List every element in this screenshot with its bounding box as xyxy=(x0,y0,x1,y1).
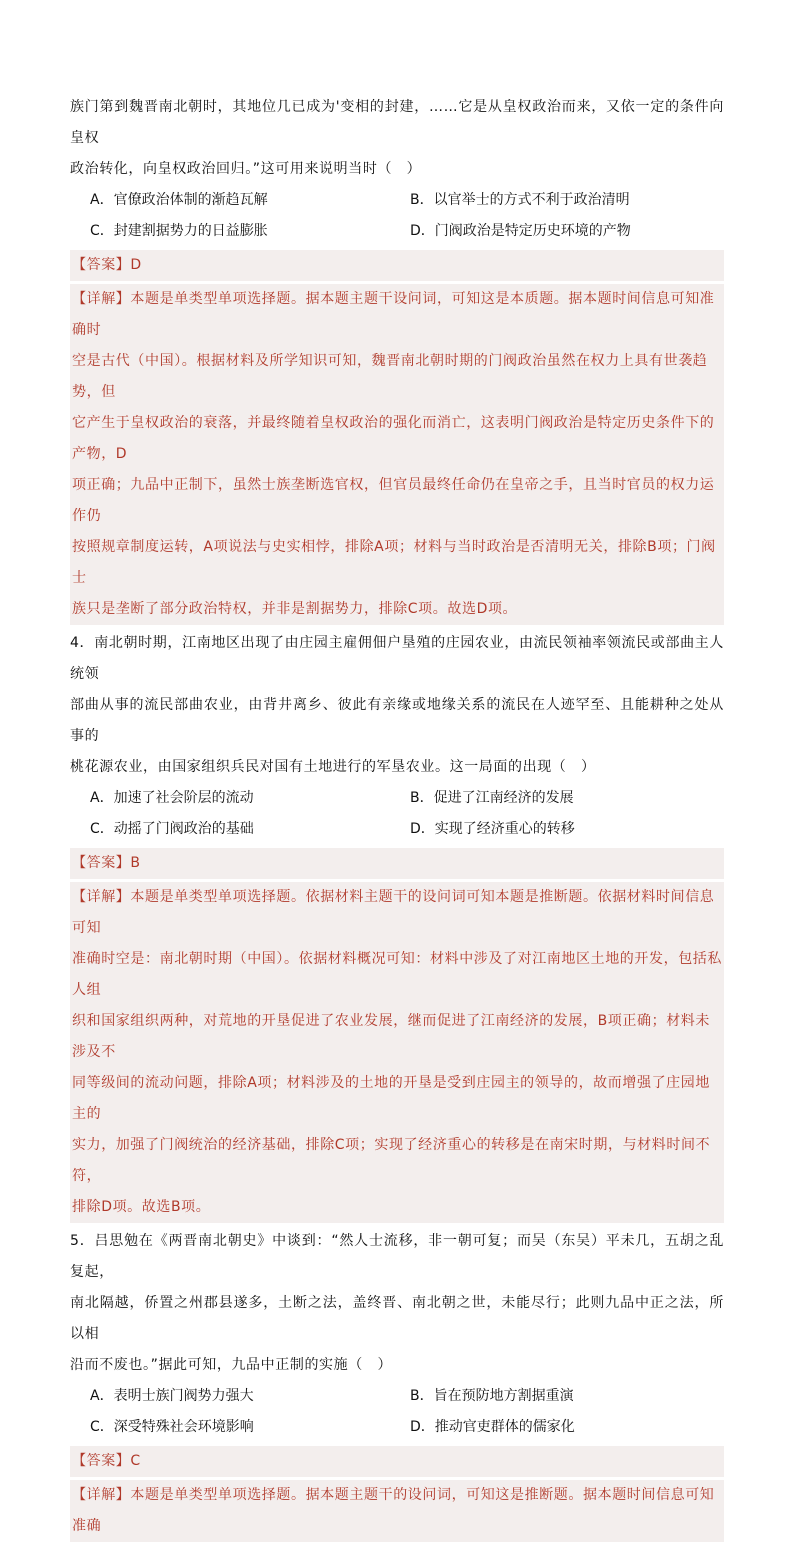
answer-tag: 【答案】 xyxy=(72,855,131,871)
question-stem-line: 沿而不废也。”据此可知，九品中正制的实施（ ） xyxy=(70,1357,393,1373)
explanation-block xyxy=(70,284,724,625)
question-stem-line: 南北隔越，侨置之州郡县遂多，土断之法，盖终晋、南北朝之世，未能尽行；此则九品中正之法，所以相 xyxy=(70,1295,724,1342)
document-body xyxy=(70,92,724,1545)
option-b: B．旨在预防地方割据重演 xyxy=(410,1388,574,1404)
answer-value: B xyxy=(130,855,141,871)
question-stem-line: 族门第到魏晋南北朝时，其地位几已成为'变相的封建，……它是从皇权政治而来，又依一定的条件向皇权 xyxy=(70,99,724,146)
explanation-tag: 【详解】 xyxy=(72,889,131,905)
explanation-line xyxy=(70,1480,724,1542)
answer-block xyxy=(70,848,724,879)
explanation-line: 按照规章制度运转，A项说法与史实相悖，排除A项；材料与当时政治是否清明无关，排除B项；门阀士 xyxy=(72,539,716,586)
options xyxy=(70,783,724,845)
question-3 xyxy=(70,92,724,625)
option-a: A．官僚政治体制的渐趋瓦解 xyxy=(90,192,268,208)
question-stem-line: 部曲从事的流民部曲农业，由背井离乡、彼此有亲缘或地缘关系的流民在人迹罕至、且能耕种之处从事的 xyxy=(70,697,724,744)
question-stem-line: 5．吕思勉在《两晋南北朝史》中谈到：“然人士流移，非一朝可复；而吴（东吴）平未几，五胡之乱复起， xyxy=(70,1233,724,1280)
explanation-line: 它产生于皇权政治的衰落，并最终随着皇权政治的强化而消亡，这表明门阀政治是特定历史条件下的产物，D xyxy=(72,415,715,462)
option-c: C．深受特殊社会环境影响 xyxy=(90,1419,254,1435)
option-c: C．动摇了门阀政治的基础 xyxy=(90,821,254,837)
question-4 xyxy=(70,628,724,1223)
question-5 xyxy=(70,1226,724,1542)
option-b: B．促进了江南经济的发展 xyxy=(410,790,574,806)
answer-value: D xyxy=(130,257,142,273)
answer-block xyxy=(70,250,724,281)
answer-line xyxy=(70,250,724,281)
options xyxy=(70,1381,724,1443)
explanation-line: 织和国家组织两种，对荒地的开垦促进了农业发展，继而促进了江南经济的发展，B项正确；材料未涉及不 xyxy=(72,1013,711,1060)
option-c: C．封建割据势力的日益膨胀 xyxy=(90,223,268,239)
explanation-tag: 【详解】 xyxy=(72,291,131,307)
option-d: D．实现了经济重心的转移 xyxy=(410,821,575,837)
explanation-line: 项正确；九品中正制下，虽然士族垄断选官权，但官员最终任命仍在皇帝之手，且当时官员的权力运作仍 xyxy=(72,477,715,524)
option-a: A．加速了社会阶层的流动 xyxy=(90,790,254,806)
option-d: D．推动官吏群体的儒家化 xyxy=(410,1419,575,1435)
answer-line xyxy=(70,1446,724,1477)
explanation-line: 同等级间的流动问题，排除A项；材料涉及的土地的开垦是受到庄园主的领导的，故而增强了庄园地主的 xyxy=(72,1075,710,1122)
option-b: B．以官举士的方式不利于政治清明 xyxy=(410,192,630,208)
options xyxy=(70,185,724,247)
question-stem-line: 政治转化，向皇权政治回归。”这可用来说明当时（ ） xyxy=(70,161,422,177)
answer-value: C xyxy=(130,1453,141,1469)
explanation-line: 族只是垄断了部分政治特权，并非是割据势力，排除C项。故选D项。 xyxy=(72,601,518,617)
explanation-line: 实力，加强了门阀统治的经济基础，排除C项；实现了经济重心的转移是在南宋时期，与材料时间不符， xyxy=(72,1137,711,1184)
explanation-text: 本题是单类型单项选择题。依据材料主题干的设问词可知本题是推断题。依据材料时间信息可知 xyxy=(72,889,715,936)
answer-tag: 【答案】 xyxy=(72,257,131,273)
option-a: A．表明士族门阀势力强大 xyxy=(90,1388,254,1404)
answer-tag: 【答案】 xyxy=(72,1453,131,1469)
answer-line xyxy=(70,848,724,879)
explanation-line: 准确时空是：南北朝时期（中国）。依据材料概况可知：材料中涉及了对江南地区土地的开发，包括私人组 xyxy=(72,951,722,998)
explanation-line: 空是古代（中国）。根据材料及所学知识可知，魏晋南北朝时期的门阀政治虽然在权力上具有世袭趋势，但 xyxy=(72,353,708,400)
question-stem-line: 4．南北朝时期，江南地区出现了由庄园主雇佣佃户垦殖的庄园农业，由流民领袖率领流民或部曲主人统领 xyxy=(70,635,724,682)
explanation-line xyxy=(70,882,724,944)
explanation-text: 本题是单类型单项选择题。据本题主题干的设问词，可知这是推断题。据本题时间信息可知准确 xyxy=(72,1487,715,1534)
explanation-tag: 【详解】 xyxy=(72,1487,131,1503)
explanation-line xyxy=(70,284,724,346)
option-d: D．门阀政治是特定历史环境的产物 xyxy=(410,223,631,239)
answer-block xyxy=(70,1446,724,1477)
explanation-block xyxy=(70,882,724,1223)
explanation-text: 本题是单类型单项选择题。据本题主题干设问词，可知这是本质题。据本题时间信息可知准确时 xyxy=(72,291,715,338)
explanation-line: 排除D项。故选B项。 xyxy=(72,1199,211,1215)
question-stem-line: 桃花源农业，由国家组织兵民对国有土地进行的军垦农业。这一局面的出现（ ） xyxy=(70,759,596,775)
explanation-block xyxy=(70,1480,724,1542)
